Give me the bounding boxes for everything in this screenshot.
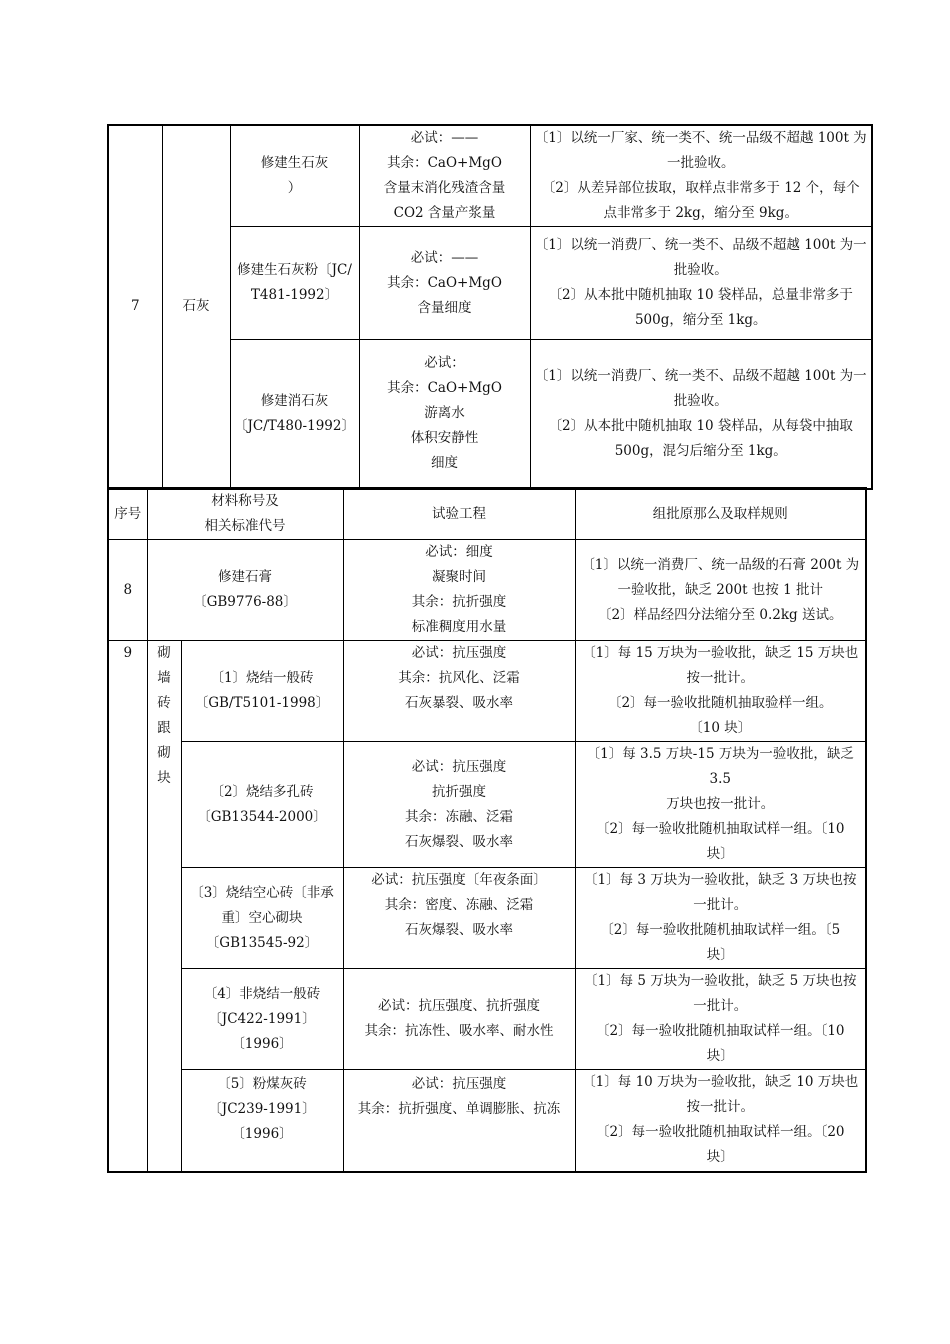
rules-cell: 〔1〕以统一消费厂、统一品级的石膏 200t 为 一验收批，缺乏 200t 也按 1 批计 〔2〕样品经四分法缩分至 0.2kg 送试。 [575,540,866,641]
rules-cell: 〔1〕每 5 万块为一验收批，缺乏 5 万块也按 一批计。 〔2〕每一验收批随机抽取试样一组。〔10 块〕 [575,969,866,1070]
material-cell: 修建生石灰粉〔JC/ T481-1992〕 [230,227,359,340]
material-cell: 〔5〕粉煤灰砖 〔JC239-1991〕 〔1996〕 [181,1070,343,1172]
tests-cell: 必试：抗压强度、抗折强度 其余：抗冻性、吸水率、耐水性 [343,969,575,1070]
seq-cell: 9 [108,641,147,1172]
rules-cell: 〔1〕以统一消费厂、统一类不、品级不超越 100t 为一 批验收。 〔2〕从本批中随机抽取 10 袋样品，从每袋中抽取 500g，混匀后缩分至 1kg。 [530,340,872,489]
lime-table [107,124,873,490]
tests-cell: 必试：细度 凝聚时间 其余：抗折强度 标准稠度用水量 [343,540,575,641]
material-cell: 修建石膏 〔GB9776-88〕 [147,540,343,641]
header-tests: 试验工程 [343,488,575,540]
rules-cell: 〔1〕以统一厂家、统一类不、统一品级不超越 100t 为 一批验收。 〔2〕从差异部位拔取，取样点非常多于 12 个，每个 点非常多于 2kg，缩分至 9kg。 [530,125,872,227]
rules-cell: 〔1〕每 15 万块为一验收批，缺乏 15 万块也 按一批计。 〔2〕每一验收批随机抽取验样一组。 〔10 块〕 [575,641,866,742]
seq-cell: 7 [108,125,162,489]
header-material: 材料称号及 相关标准代号 [147,488,343,540]
material-cell: 修建消石灰 〔JC/T480-1992〕 [230,340,359,489]
tests-cell: 必试：抗压强度〔年夜条面〕 其余：密度、冻融、泛霜 石灰爆裂、吸水率 [343,868,575,969]
tests-cell: 必试：抗压强度 抗折强度 其余：冻融、泛霜 石灰爆裂、吸水率 [343,742,575,868]
rules-cell: 〔1〕每 3.5 万块-15 万块为一验收批，缺乏 3.5 万块也按一批计。 〔2〕每一验收批随机抽取试样一组。〔10 块〕 [575,742,866,868]
header-rules: 组批原那么及取样规则 [575,488,866,540]
rules-cell: 〔1〕每 10 万块为一验收批，缺乏 10 万块也 按一批计。 〔2〕每一验收批随机抽取试样一组。〔20 块〕 [575,1070,866,1172]
rules-cell: 〔1〕每 3 万块为一验收批，缺乏 3 万块也按 一批计。 〔2〕每一验收批随机抽取试样一组。〔5 块〕 [575,868,866,969]
material-cell: 〔2〕烧结多孔砖 〔GB13544-2000〕 [181,742,343,868]
material-cell: 修建生石灰 ） [230,125,359,227]
category-cell: 砌 墙 砖 跟 砌 块 [147,641,181,1172]
tests-cell: 必试：—— 其余：CaO+MgO 含量细度 [359,227,530,340]
header-seq: 序号 [108,488,147,540]
category-cell: 石灰 [162,125,230,489]
material-cell: 〔3〕烧结空心砖〔非承 重〕空心砌块 〔GB13545-92〕 [181,868,343,969]
tests-cell: 必试：抗压强度 其余：抗风化、泛霜 石灰暴裂、吸水率 [343,641,575,742]
seq-cell: 8 [108,540,147,641]
tests-cell: 必试： 其余：CaO+MgO 游离水 体积安静性 细度 [359,340,530,489]
material-cell: 〔1〕烧结一般砖 〔GB/T5101-1998〕 [181,641,343,742]
rules-cell: 〔1〕以统一消费厂、统一类不、品级不超越 100t 为一 批验收。 〔2〕从本批中随机抽取 10 袋样品，总量非常多于 500g，缩分至 1kg。 [530,227,872,340]
tests-cell: 必试：—— 其余：CaO+MgO 含量末消化残渣含量 CO2 含量产浆量 [359,125,530,227]
materials-table [107,487,867,1173]
material-cell: 〔4〕非烧结一般砖 〔JC422-1991〕 〔1996〕 [181,969,343,1070]
tests-cell: 必试：抗压强度 其余：抗折强度、单调膨胀、抗冻 [343,1070,575,1172]
